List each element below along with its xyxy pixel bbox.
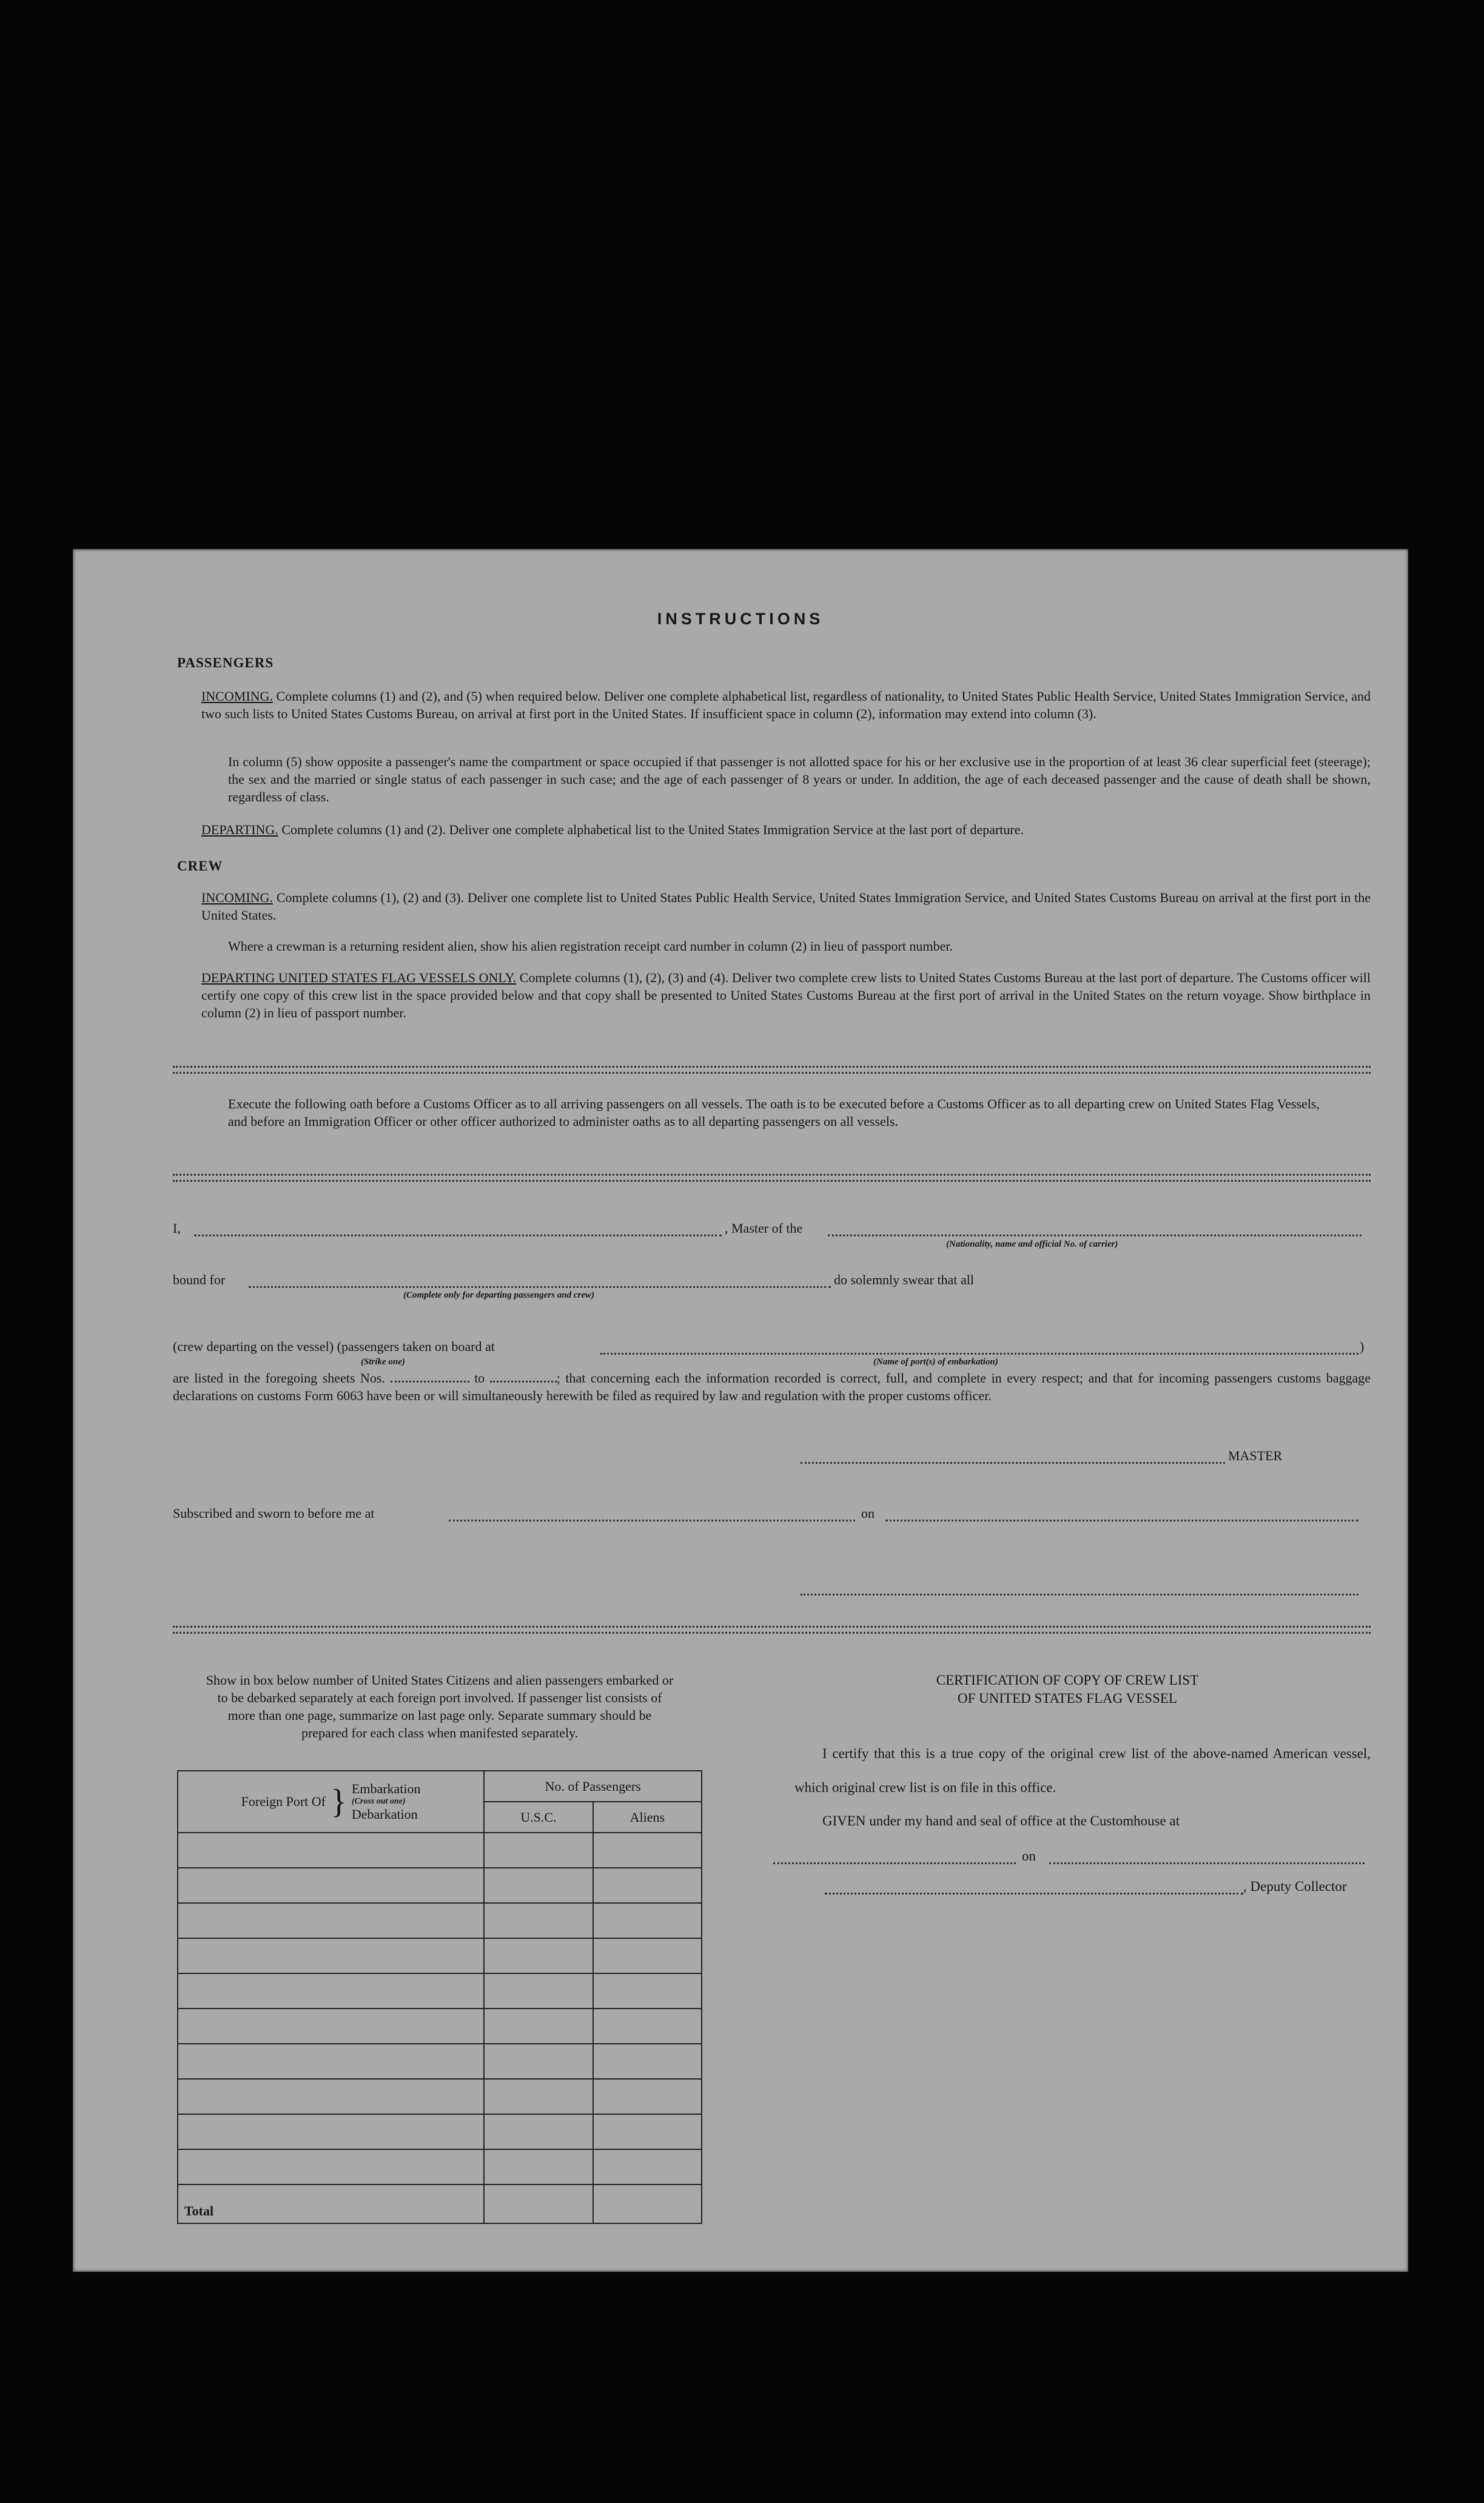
form-page <box>73 549 1408 2272</box>
bound-caption: (Complete only for departing passengers and crew) <box>403 1290 594 1300</box>
aliens-cell[interactable] <box>593 2009 702 2044</box>
port-cell[interactable] <box>178 1868 484 1903</box>
port-cell[interactable] <box>178 1938 484 1973</box>
oath-i: I, <box>173 1221 181 1236</box>
port-header <box>178 1771 484 1833</box>
embarkation-label: Embarkation <box>351 1781 421 1796</box>
cert-date-field[interactable] <box>1049 1862 1365 1864</box>
to-label: to <box>474 1370 485 1386</box>
table-row <box>178 1938 702 1973</box>
divider <box>173 1066 1371 1074</box>
listed-rest: ; that concerning each the information recorded is correct, full, and complete in every respect; and that for incoming passengers customs baggage declarations on customs Form 6063 have been or will simultaneously herewith be filed as required by law and regulation with the proper customs officer. <box>173 1370 1371 1403</box>
usc-cell[interactable] <box>484 2044 593 2079</box>
incoming-label: INCOMING. <box>201 689 273 704</box>
oath-sheets <box>173 1369 1371 1404</box>
table-row <box>178 1973 702 2009</box>
sheet-to-field[interactable] <box>490 1381 557 1383</box>
listed-prefix: are listed in the foregoing sheets Nos. <box>173 1370 385 1386</box>
certification-heading <box>764 1671 1371 1708</box>
master-label: MASTER <box>1228 1448 1283 1463</box>
bound-for-field[interactable] <box>249 1286 831 1288</box>
divider <box>173 1174 1371 1182</box>
table-row <box>178 2114 702 2149</box>
passengers-column5: In column (5) show opposite a passenger's name the compartment or space occupied if that passenger is not allotted space for his or her exclusive use in the proportion of at least 36 clear superficial feet (steerage); the sex and the married or single status of each passenger in such case; and the age of each passenger of 8 years or under. In addition, the age of each deceased passenger and the cause of death shall be shown, regardless of class. <box>228 754 1371 804</box>
deputy-collector: , Deputy Collector <box>1243 1879 1347 1894</box>
no-passengers-header: No. of Passengers <box>484 1771 702 1802</box>
usc-cell[interactable] <box>484 1938 593 1973</box>
sworn-on: on <box>861 1506 875 1521</box>
aliens-header: Aliens <box>593 1802 702 1833</box>
table-row <box>178 2149 702 2185</box>
debarkation-label: Debarkation <box>351 1807 418 1822</box>
crew-incoming-text: Complete columns (1), (2) and (3). Deliver one complete list to United States Public Health Service, United States Immigration Service, and United States Customs Bureau on arrival at the first port in the United States. <box>201 890 1371 923</box>
subscribed-text: Subscribed and sworn to before me at <box>173 1506 375 1521</box>
usc-cell[interactable] <box>484 1903 593 1938</box>
table-row <box>178 1833 702 1868</box>
total-label: Total <box>178 2185 484 2223</box>
master-of-the: , Master of the <box>725 1221 803 1236</box>
departing-label: DEPARTING. <box>201 822 278 837</box>
oath-intro: Execute the following oath before a Customs Officer as to all arriving passengers on all vessels. The oath is to be executed before a Customs Officer as to all departing crew on United States Flag Vessels, and before an Immigration Officer or other officer authorized to administer oaths as to all departing passengers on all vessels. <box>228 1096 1320 1129</box>
port-cell[interactable] <box>178 1973 484 2009</box>
deputy-signature-field[interactable] <box>825 1893 1243 1895</box>
close-paren: ) <box>1360 1339 1365 1354</box>
port-cell[interactable] <box>178 2149 484 2185</box>
carrier-caption: (Nationality, name and official No. of carrier) <box>946 1239 1118 1249</box>
cross-out-label: (Cross out one) <box>351 1797 406 1806</box>
crew-flag-vessels <box>201 969 1371 1022</box>
sheet-from-field[interactable] <box>391 1381 469 1383</box>
usc-cell[interactable] <box>484 2114 593 2149</box>
aliens-cell[interactable] <box>593 2149 702 2185</box>
summary-intro: Show in box below number of United States Citizens and alien passengers embarked or to be debarked separately at each foreign port involved. If passenger list consists of more than one page, summarize on last page only. Separate summary should be prepared for each class when manifested separately. <box>206 1673 674 1740</box>
usc-cell[interactable] <box>484 1868 593 1903</box>
usc-cell[interactable] <box>484 1973 593 2009</box>
usc-cell[interactable] <box>484 2079 593 2114</box>
embarkation-ports-field[interactable] <box>600 1353 1358 1355</box>
total-row <box>178 2185 702 2223</box>
crew-incoming-label: INCOMING. <box>201 890 273 905</box>
port-cell[interactable] <box>178 2079 484 2114</box>
table-row <box>178 2079 702 2114</box>
strike-one: (Strike one) <box>361 1357 405 1367</box>
port-cell[interactable] <box>178 2009 484 2044</box>
bound-for: bound for <box>173 1272 226 1287</box>
aliens-cell[interactable] <box>593 1903 702 1938</box>
foreign-port-of: Foreign Port Of <box>241 1794 326 1809</box>
aliens-cell[interactable] <box>593 2079 702 2114</box>
port-cell[interactable] <box>178 2114 484 2149</box>
incoming-text: Complete columns (1) and (2), and (5) when required below. Deliver one complete alphabetical list, regardless of nationality, to United States Public Health Service, United States Immigration Service, and two such lists to United States Customs Bureau, on arrival at first port in the United States. If insufficient space in column (2), information may extend into column (3). <box>201 689 1371 721</box>
departing-text: Complete columns (1) and (2). Deliver one complete alphabetical list to the United States Immigration Service at the last port of departure. <box>281 822 1024 837</box>
cert-heading-line2: OF UNITED STATES FLAG VESSEL <box>958 1691 1177 1706</box>
master-signature-field[interactable] <box>801 1462 1225 1464</box>
table-row <box>178 1868 702 1903</box>
crew-passengers-choice: (crew departing on the vessel) (passengers taken on board at <box>173 1339 495 1354</box>
aliens-cell[interactable] <box>593 2044 702 2079</box>
sworn-date-field[interactable] <box>885 1520 1358 1521</box>
table-row <box>178 2009 702 2044</box>
passengers-departing <box>201 821 1371 838</box>
certification-text: I certify that this is a true copy of the original crew list of the above-named American vessel, which original crew list is on file in this office. <box>794 1746 1371 1795</box>
table-row <box>178 2044 702 2079</box>
given-text: GIVEN under my hand and seal of office at the Customhouse at <box>822 1813 1180 1828</box>
aliens-cell[interactable] <box>593 1938 702 1973</box>
crew-incoming <box>201 889 1371 924</box>
cert-on: on <box>1022 1848 1036 1864</box>
usc-cell[interactable] <box>484 2009 593 2044</box>
passenger-summary-table <box>177 1770 702 2224</box>
master-name-field[interactable] <box>194 1235 722 1236</box>
port-cell[interactable] <box>178 2044 484 2079</box>
aliens-cell[interactable] <box>593 1833 702 1868</box>
page-title: INSTRUCTIONS <box>657 610 824 628</box>
aliens-total-cell[interactable] <box>593 2185 702 2223</box>
aliens-cell[interactable] <box>593 1868 702 1903</box>
crew-resident: Where a crewman is a returning resident alien, show his alien registration receipt card number in column (2) in lieu of passport number. <box>228 938 953 954</box>
flag-text: Complete columns (1), (2), (3) and (4). Deliver two complete crew lists to United States Customs Bureau at the last port of departure. The Customs officer will certify one copy of this crew list in the space provided below and that copy shall be presented to United States Customs Bureau at the first port of arrival in the United States on the return voyage. Show birthplace in column (2) in lieu of passport number. <box>201 970 1371 1020</box>
passengers-incoming <box>201 687 1371 723</box>
flag-label: DEPARTING UNITED STATES FLAG VESSELS ONLY. <box>201 970 517 985</box>
ports-caption: (Name of port(s) of embarkation) <box>873 1357 998 1367</box>
officer-signature-field[interactable] <box>801 1594 1358 1595</box>
usc-cell[interactable] <box>484 1833 593 1868</box>
cert-heading-line1: CERTIFICATION OF COPY OF CREW LIST <box>936 1673 1199 1688</box>
usc-header: U.S.C. <box>484 1802 593 1833</box>
usc-total-cell[interactable] <box>484 2185 593 2223</box>
brace: } <box>331 1783 347 1821</box>
crew-heading: CREW <box>177 858 223 874</box>
passengers-heading: PASSENGERS <box>177 655 274 670</box>
aliens-cell[interactable] <box>593 1973 702 2009</box>
port-cell[interactable] <box>178 1833 484 1868</box>
carrier-field[interactable] <box>828 1235 1361 1236</box>
divider <box>173 1626 1371 1634</box>
usc-cell[interactable] <box>484 2149 593 2185</box>
port-cell[interactable] <box>178 1903 484 1938</box>
customhouse-field[interactable] <box>773 1862 1016 1864</box>
sworn-place-field[interactable] <box>449 1520 855 1521</box>
swear-text: do solemnly swear that all <box>834 1272 974 1287</box>
aliens-cell[interactable] <box>593 2114 702 2149</box>
table-row <box>178 1903 702 1938</box>
